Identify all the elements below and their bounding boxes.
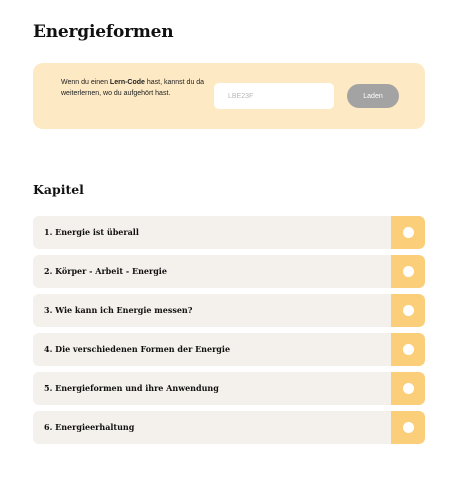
chapter-item-4[interactable] (33, 333, 425, 366)
hint-text-bold: Lern-Code (109, 79, 145, 86)
chapter-label: 2. Körper - Arbeit - Energie (44, 266, 167, 276)
chapter-item-6[interactable] (33, 411, 425, 444)
circle-icon (403, 227, 414, 238)
chapter-label: 5. Energieformen und ihre Anwendung (44, 383, 219, 393)
learn-code-input[interactable] (214, 83, 334, 109)
chapter-item-2[interactable] (33, 255, 425, 288)
chapters-heading: Kapitel (33, 182, 84, 197)
chapter-item-1[interactable] (33, 216, 425, 249)
chapter-label: 6. Energieerhaltung (44, 422, 135, 432)
chapter-toggle[interactable] (391, 294, 425, 327)
chapter-label: 4. Die verschiedenen Formen der Energie (44, 344, 231, 354)
learn-code-panel (33, 63, 425, 129)
circle-icon (403, 305, 414, 316)
chapter-toggle[interactable] (391, 372, 425, 405)
chapter-list (33, 216, 425, 450)
chapter-item-5[interactable] (33, 372, 425, 405)
hint-text-after: hast, kannst du da weiterlernen, wo du aufgehört hast. (61, 79, 205, 97)
learn-code-hint (61, 77, 221, 99)
chapter-toggle[interactable] (391, 255, 425, 288)
load-button[interactable]: Laden (347, 84, 399, 108)
circle-icon (403, 383, 414, 394)
circle-icon (403, 344, 414, 355)
hint-text-before: Wenn du einen (61, 79, 110, 86)
circle-icon (403, 266, 414, 277)
chapter-toggle[interactable] (391, 216, 425, 249)
chapter-item-3[interactable] (33, 294, 425, 327)
chapter-toggle[interactable] (391, 411, 425, 444)
chapter-label: 1. Energie ist überall (44, 227, 139, 237)
chapter-label: 3. Wie kann ich Energie messen? (44, 305, 193, 315)
circle-icon (403, 422, 414, 433)
page-title: Energieformen (33, 22, 174, 42)
chapter-toggle[interactable] (391, 333, 425, 366)
